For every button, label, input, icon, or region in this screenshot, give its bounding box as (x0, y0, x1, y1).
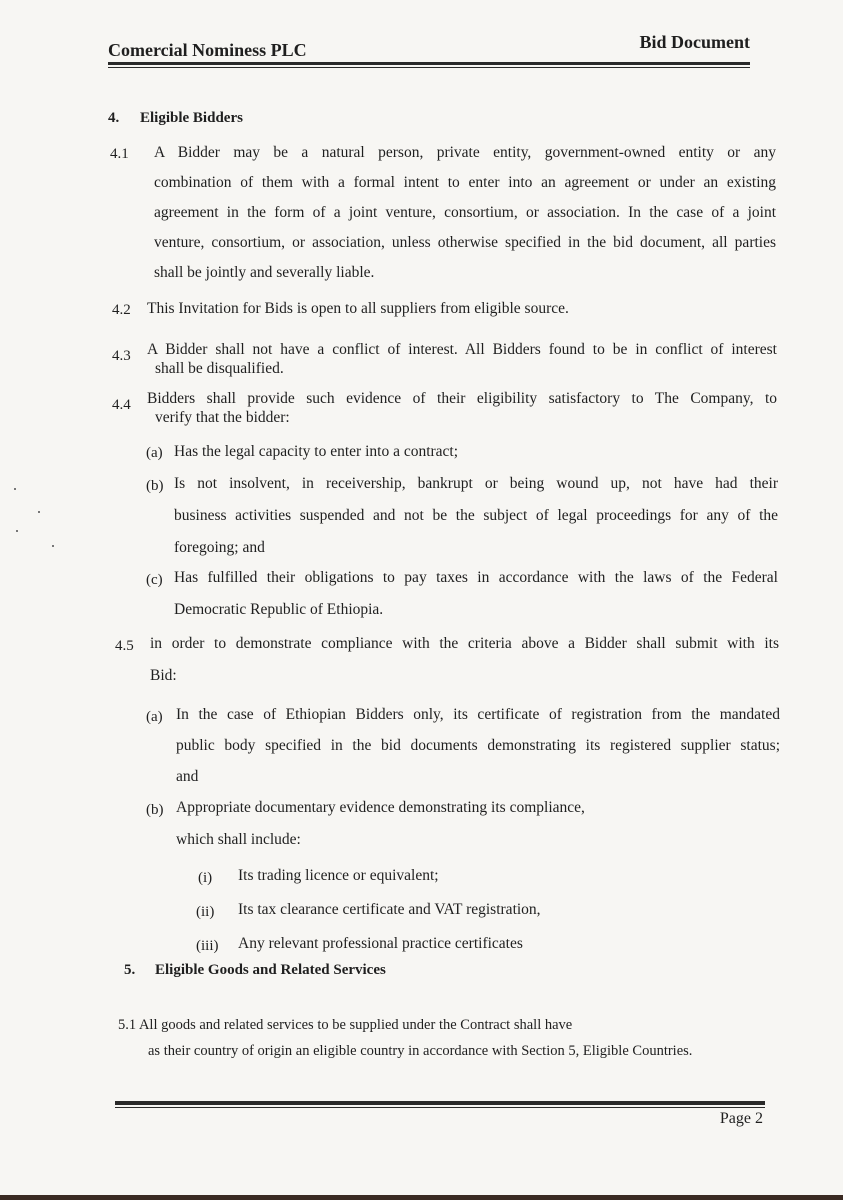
text-line: public body specified in the bid documents demonstrating its registered supplier status; (176, 737, 780, 754)
clause-4-4-text (147, 389, 777, 427)
page-number: Page 2 (719, 1110, 763, 1127)
text-line: combination of them with a formal intent to enter into an agreement or under an existing (154, 174, 776, 191)
company-name: Comercial Nominess PLC (108, 40, 307, 60)
scan-bottom-edge (0, 1195, 843, 1200)
clause-4-4-c-text (174, 562, 778, 626)
scan-speck (14, 488, 16, 490)
scan-speck (52, 545, 54, 547)
clause-5-1-number: 5.1 (118, 1017, 137, 1033)
text-line: Is not insolvent, in receivership, bankrupt or being wound up, not have had their (174, 475, 778, 492)
text-line: which shall include: (176, 831, 301, 848)
text-line: agreement in the form of a joint venture, consortium, or association. In the case of a joint (154, 204, 776, 221)
clause-5-1-line-1: All goods and related services to be supplied under the Contract shall have (138, 1017, 573, 1033)
scan-speck (38, 511, 40, 513)
text-line: business activities suspended and not be the subject of legal proceedings for any of the (174, 507, 778, 524)
text-line: Has fulfilled their obligations to pay taxes in accordance with the laws of the Federal (174, 569, 778, 586)
text-line: A Bidder shall not have a conflict of interest. All Bidders found to be in conflict of interest (147, 341, 777, 358)
section-4-title: Eligible Bidders (140, 110, 243, 126)
clause-4-5-b-text (176, 792, 780, 856)
footer-rule (115, 1101, 765, 1108)
section-5-title: Eligible Goods and Related Services (155, 962, 386, 978)
clause-4-5-number: 4.5 (115, 638, 134, 654)
text-line: In the case of Ethiopian Bidders only, its certificate of registration from the mandated (176, 706, 780, 723)
text-line: foregoing; and (174, 539, 265, 556)
subitem-i-label: (i) (198, 870, 213, 886)
text-line: Bid: (150, 667, 177, 684)
subitem-iii-label: (iii) (196, 938, 219, 954)
clause-4-1-text (154, 138, 776, 288)
text-line: verify that the bidder: (155, 409, 290, 426)
text-line: and (176, 768, 199, 785)
subitem-ii-label: (ii) (196, 904, 215, 920)
section-5-number: 5. (124, 962, 136, 978)
text-line: venture, consortium, or association, unless otherwise specified in the bid document, all parties (154, 234, 776, 251)
clause-4-1-number: 4.1 (110, 146, 129, 162)
clause-5-1-line-2: as their country of origin an eligible country in accordance with Section 5, Eligible Countries. (148, 1043, 693, 1059)
subitem-ii-text: Its tax clearance certificate and VAT registration, (238, 901, 541, 918)
text-line: shall be disqualified. (155, 360, 284, 377)
clause-4-4-a-text: Has the legal capacity to enter into a contract; (174, 443, 459, 460)
subitem-iii-text: Any relevant professional practice certificates (238, 935, 523, 952)
text-line (118, 1012, 692, 1038)
clause-4-5-b-label: (b) (146, 802, 164, 818)
clause-4-3-number: 4.3 (112, 348, 131, 364)
document-type: Bid Document (639, 32, 750, 52)
clause-4-4-b-text (174, 468, 778, 564)
text-line: Bidders shall provide such evidence of their eligibility satisfactory to The Company, to (147, 390, 777, 407)
clause-4-5-a-label: (a) (146, 709, 163, 725)
clause-4-4-c-label: (c) (146, 572, 163, 588)
text-line: in order to demonstrate compliance with the criteria above a Bidder shall submit with its (150, 635, 779, 652)
text-line: Appropriate documentary evidence demonstrating its compliance, (176, 799, 585, 816)
clause-4-4-number: 4.4 (112, 397, 131, 413)
scan-speck (16, 530, 18, 532)
clause-4-2-number: 4.2 (112, 302, 131, 318)
clause-4-4-b-label: (b) (146, 478, 164, 494)
clause-4-2-text: This Invitation for Bids is open to all suppliers from eligible source. (147, 300, 569, 317)
clause-5-1 (118, 1012, 692, 1064)
text-line: A Bidder may be a natural person, private entity, government-owned entity or any (154, 144, 776, 161)
header-rule (108, 62, 750, 68)
subitem-i-text: Its trading licence or equivalent; (238, 867, 439, 884)
clause-4-5-a-text (176, 699, 780, 792)
section-4-number: 4. (108, 110, 120, 126)
clause-4-3-text (147, 340, 777, 378)
text-line: shall be jointly and severally liable. (154, 264, 375, 281)
text-line: Democratic Republic of Ethiopia. (174, 601, 384, 618)
clause-4-4-a-label: (a) (146, 445, 163, 461)
clause-4-5-text (150, 628, 779, 692)
